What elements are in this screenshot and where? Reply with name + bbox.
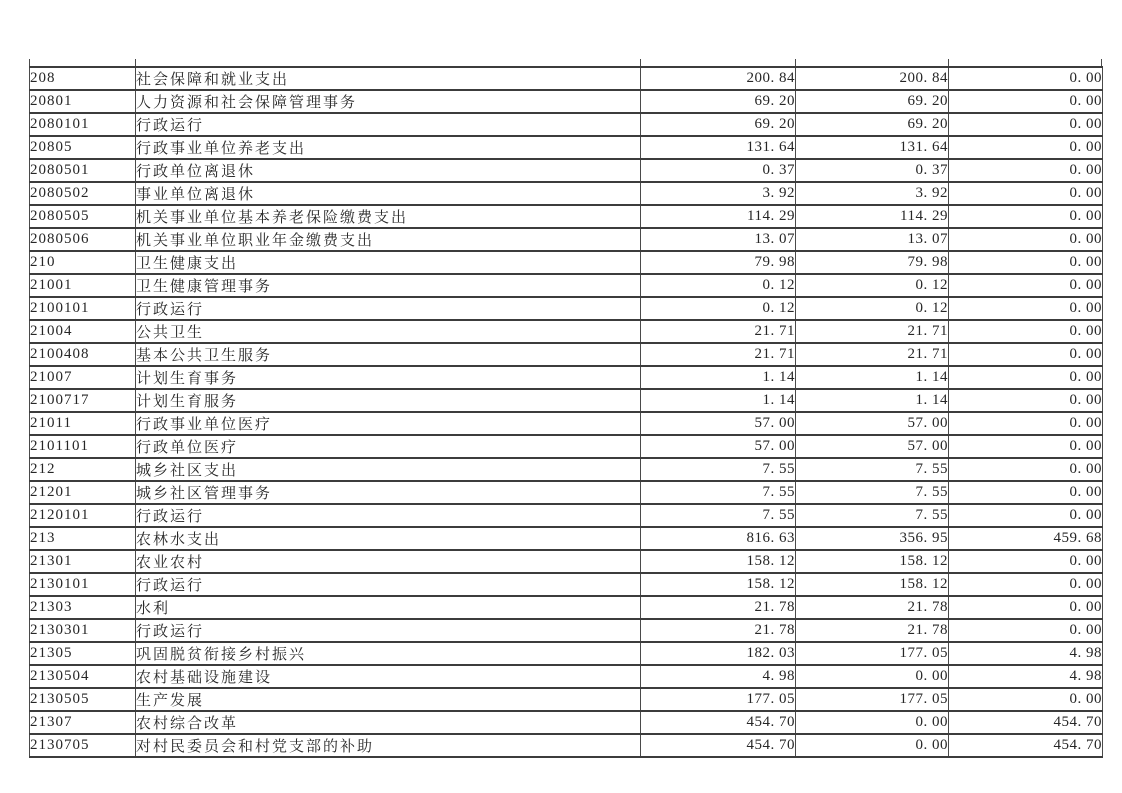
amount-cell: 3. 92 [641, 182, 796, 205]
name-cell: 机关事业单位基本养老保险缴费支出 [136, 205, 641, 228]
amount-cell: 182. 03 [641, 642, 796, 665]
amount-cell: 454. 70 [949, 711, 1103, 734]
amount-cell: 0. 12 [796, 297, 949, 320]
table-row [30, 67, 1103, 90]
amount-cell: 454. 70 [641, 711, 796, 734]
amount-cell: 0. 00 [949, 481, 1103, 504]
name-cell: 计划生育服务 [136, 389, 641, 412]
code-cell: 20805 [30, 136, 136, 159]
code-cell: 2100101 [30, 297, 136, 320]
name-cell: 基本公共卫生服务 [136, 343, 641, 366]
amount-cell: 0. 00 [949, 550, 1103, 573]
code-cell: 21307 [30, 711, 136, 734]
name-cell: 城乡社区支出 [136, 458, 641, 481]
name-cell: 公共卫生 [136, 320, 641, 343]
table-row [30, 320, 1103, 343]
border-stub [1101, 59, 1102, 66]
amount-cell: 200. 84 [796, 67, 949, 90]
name-cell: 农村基础设施建设 [136, 665, 641, 688]
name-cell: 农业农村 [136, 550, 641, 573]
amount-cell: 3. 92 [796, 182, 949, 205]
amount-cell: 177. 05 [641, 688, 796, 711]
amount-cell: 1. 14 [641, 366, 796, 389]
code-cell: 212 [30, 458, 136, 481]
code-cell: 2100408 [30, 343, 136, 366]
table-row [30, 550, 1103, 573]
amount-cell: 0. 37 [796, 159, 949, 182]
amount-cell: 21. 71 [641, 343, 796, 366]
amount-cell: 1. 14 [641, 389, 796, 412]
amount-cell: 158. 12 [796, 550, 949, 573]
amount-cell: 69. 20 [796, 113, 949, 136]
border-stub [29, 59, 30, 66]
border-stub [135, 59, 136, 66]
amount-cell: 69. 20 [641, 113, 796, 136]
name-cell: 卫生健康管理事务 [136, 274, 641, 297]
code-cell: 21001 [30, 274, 136, 297]
amount-cell: 0. 00 [949, 251, 1103, 274]
amount-cell: 21. 78 [641, 596, 796, 619]
name-cell: 农林水支出 [136, 527, 641, 550]
code-cell: 21004 [30, 320, 136, 343]
table-row [30, 228, 1103, 251]
amount-cell: 57. 00 [641, 435, 796, 458]
table-row [30, 159, 1103, 182]
name-cell: 行政运行 [136, 573, 641, 596]
name-cell: 巩固脱贫衔接乡村振兴 [136, 642, 641, 665]
amount-cell: 0. 00 [949, 366, 1103, 389]
table-row [30, 665, 1103, 688]
code-cell: 2130101 [30, 573, 136, 596]
table-row [30, 205, 1103, 228]
table-row [30, 274, 1103, 297]
amount-cell: 177. 05 [796, 688, 949, 711]
table-row [30, 435, 1103, 458]
name-cell: 行政事业单位医疗 [136, 412, 641, 435]
amount-cell: 7. 55 [796, 458, 949, 481]
amount-cell: 0. 00 [949, 113, 1103, 136]
table-row [30, 734, 1103, 757]
amount-cell: 454. 70 [641, 734, 796, 757]
amount-cell: 131. 64 [641, 136, 796, 159]
code-cell: 20801 [30, 90, 136, 113]
amount-cell: 0. 00 [949, 504, 1103, 527]
amount-cell: 13. 07 [796, 228, 949, 251]
amount-cell: 200. 84 [641, 67, 796, 90]
amount-cell: 0. 00 [949, 320, 1103, 343]
amount-cell: 0. 00 [949, 389, 1103, 412]
amount-cell: 0. 00 [949, 458, 1103, 481]
name-cell: 事业单位离退休 [136, 182, 641, 205]
amount-cell: 0. 37 [641, 159, 796, 182]
amount-cell: 69. 20 [796, 90, 949, 113]
code-cell: 2080506 [30, 228, 136, 251]
name-cell: 水利 [136, 596, 641, 619]
amount-cell: 4. 98 [641, 665, 796, 688]
table-row [30, 343, 1103, 366]
amount-cell: 4. 98 [949, 642, 1103, 665]
border-stub [795, 59, 796, 66]
amount-cell: 0. 00 [949, 435, 1103, 458]
border-stub [948, 59, 949, 66]
amount-cell: 0. 12 [641, 297, 796, 320]
name-cell: 生产发展 [136, 688, 641, 711]
name-cell: 机关事业单位职业年金缴费支出 [136, 228, 641, 251]
amount-cell: 0. 00 [949, 688, 1103, 711]
amount-cell: 158. 12 [641, 550, 796, 573]
amount-cell: 0. 00 [949, 619, 1103, 642]
amount-cell: 177. 05 [796, 642, 949, 665]
name-cell: 计划生育事务 [136, 366, 641, 389]
name-cell: 行政单位离退休 [136, 159, 641, 182]
amount-cell: 0. 00 [949, 182, 1103, 205]
table-row [30, 366, 1103, 389]
code-cell: 210 [30, 251, 136, 274]
amount-cell: 7. 55 [641, 481, 796, 504]
border-stub [640, 59, 641, 66]
code-cell: 2080501 [30, 159, 136, 182]
table-row [30, 481, 1103, 504]
amount-cell: 0. 00 [949, 573, 1103, 596]
name-cell: 行政运行 [136, 619, 641, 642]
code-cell: 2100717 [30, 389, 136, 412]
code-cell: 21303 [30, 596, 136, 619]
code-cell: 2120101 [30, 504, 136, 527]
name-cell: 行政运行 [136, 504, 641, 527]
budget-table [29, 66, 1103, 758]
amount-cell: 7. 55 [796, 481, 949, 504]
amount-cell: 0. 00 [949, 596, 1103, 619]
amount-cell: 21. 78 [796, 596, 949, 619]
amount-cell: 7. 55 [641, 458, 796, 481]
amount-cell: 158. 12 [796, 573, 949, 596]
amount-cell: 0. 00 [949, 412, 1103, 435]
code-cell: 2130705 [30, 734, 136, 757]
amount-cell: 1. 14 [796, 366, 949, 389]
name-cell: 行政事业单位养老支出 [136, 136, 641, 159]
amount-cell: 114. 29 [641, 205, 796, 228]
amount-cell: 158. 12 [641, 573, 796, 596]
table-row [30, 297, 1103, 320]
name-cell: 城乡社区管理事务 [136, 481, 641, 504]
name-cell: 社会保障和就业支出 [136, 67, 641, 90]
amount-cell: 0. 00 [949, 136, 1103, 159]
amount-cell: 0. 00 [796, 711, 949, 734]
name-cell: 对村民委员会和村党支部的补助 [136, 734, 641, 757]
amount-cell: 7. 55 [796, 504, 949, 527]
amount-cell: 13. 07 [641, 228, 796, 251]
table-row [30, 389, 1103, 412]
amount-cell: 0. 00 [949, 343, 1103, 366]
table-row [30, 504, 1103, 527]
code-cell: 2080101 [30, 113, 136, 136]
table-row [30, 136, 1103, 159]
amount-cell: 0. 00 [949, 67, 1103, 90]
code-cell: 2080502 [30, 182, 136, 205]
amount-cell: 7. 55 [641, 504, 796, 527]
code-cell: 21305 [30, 642, 136, 665]
amount-cell: 0. 00 [949, 228, 1103, 251]
table-row [30, 642, 1103, 665]
table-row [30, 182, 1103, 205]
code-cell: 2130505 [30, 688, 136, 711]
table-row [30, 458, 1103, 481]
code-cell: 208 [30, 67, 136, 90]
amount-cell: 0. 00 [949, 274, 1103, 297]
amount-cell: 57. 00 [796, 435, 949, 458]
table-row [30, 412, 1103, 435]
code-cell: 21007 [30, 366, 136, 389]
amount-cell: 4. 98 [949, 665, 1103, 688]
amount-cell: 0. 00 [949, 159, 1103, 182]
table-row [30, 251, 1103, 274]
amount-cell: 21. 71 [641, 320, 796, 343]
name-cell: 人力资源和社会保障管理事务 [136, 90, 641, 113]
code-cell: 2130504 [30, 665, 136, 688]
table-body [30, 67, 1103, 757]
table-row [30, 527, 1103, 550]
table-row [30, 711, 1103, 734]
table-row [30, 113, 1103, 136]
amount-cell: 131. 64 [796, 136, 949, 159]
amount-cell: 1. 14 [796, 389, 949, 412]
name-cell: 卫生健康支出 [136, 251, 641, 274]
table-row [30, 688, 1103, 711]
code-cell: 2130301 [30, 619, 136, 642]
amount-cell: 79. 98 [641, 251, 796, 274]
amount-cell: 0. 12 [641, 274, 796, 297]
name-cell: 行政单位医疗 [136, 435, 641, 458]
amount-cell: 0. 00 [796, 734, 949, 757]
code-cell: 21201 [30, 481, 136, 504]
amount-cell: 0. 00 [796, 665, 949, 688]
amount-cell: 57. 00 [641, 412, 796, 435]
code-cell: 213 [30, 527, 136, 550]
table-row [30, 573, 1103, 596]
amount-cell: 21. 71 [796, 343, 949, 366]
amount-cell: 0. 00 [949, 297, 1103, 320]
amount-cell: 454. 70 [949, 734, 1103, 757]
amount-cell: 57. 00 [796, 412, 949, 435]
amount-cell: 816. 63 [641, 527, 796, 550]
amount-cell: 356. 95 [796, 527, 949, 550]
budget-table-container [29, 66, 1102, 755]
amount-cell: 69. 20 [641, 90, 796, 113]
amount-cell: 459. 68 [949, 527, 1103, 550]
amount-cell: 21. 78 [641, 619, 796, 642]
amount-cell: 79. 98 [796, 251, 949, 274]
code-cell: 2101101 [30, 435, 136, 458]
amount-cell: 21. 71 [796, 320, 949, 343]
amount-cell: 114. 29 [796, 205, 949, 228]
table-row [30, 619, 1103, 642]
code-cell: 21301 [30, 550, 136, 573]
code-cell: 2080505 [30, 205, 136, 228]
table-row [30, 90, 1103, 113]
amount-cell: 21. 78 [796, 619, 949, 642]
amount-cell: 0. 12 [796, 274, 949, 297]
name-cell: 农村综合改革 [136, 711, 641, 734]
amount-cell: 0. 00 [949, 205, 1103, 228]
name-cell: 行政运行 [136, 297, 641, 320]
table-row [30, 596, 1103, 619]
code-cell: 21011 [30, 412, 136, 435]
amount-cell: 0. 00 [949, 90, 1103, 113]
name-cell: 行政运行 [136, 113, 641, 136]
